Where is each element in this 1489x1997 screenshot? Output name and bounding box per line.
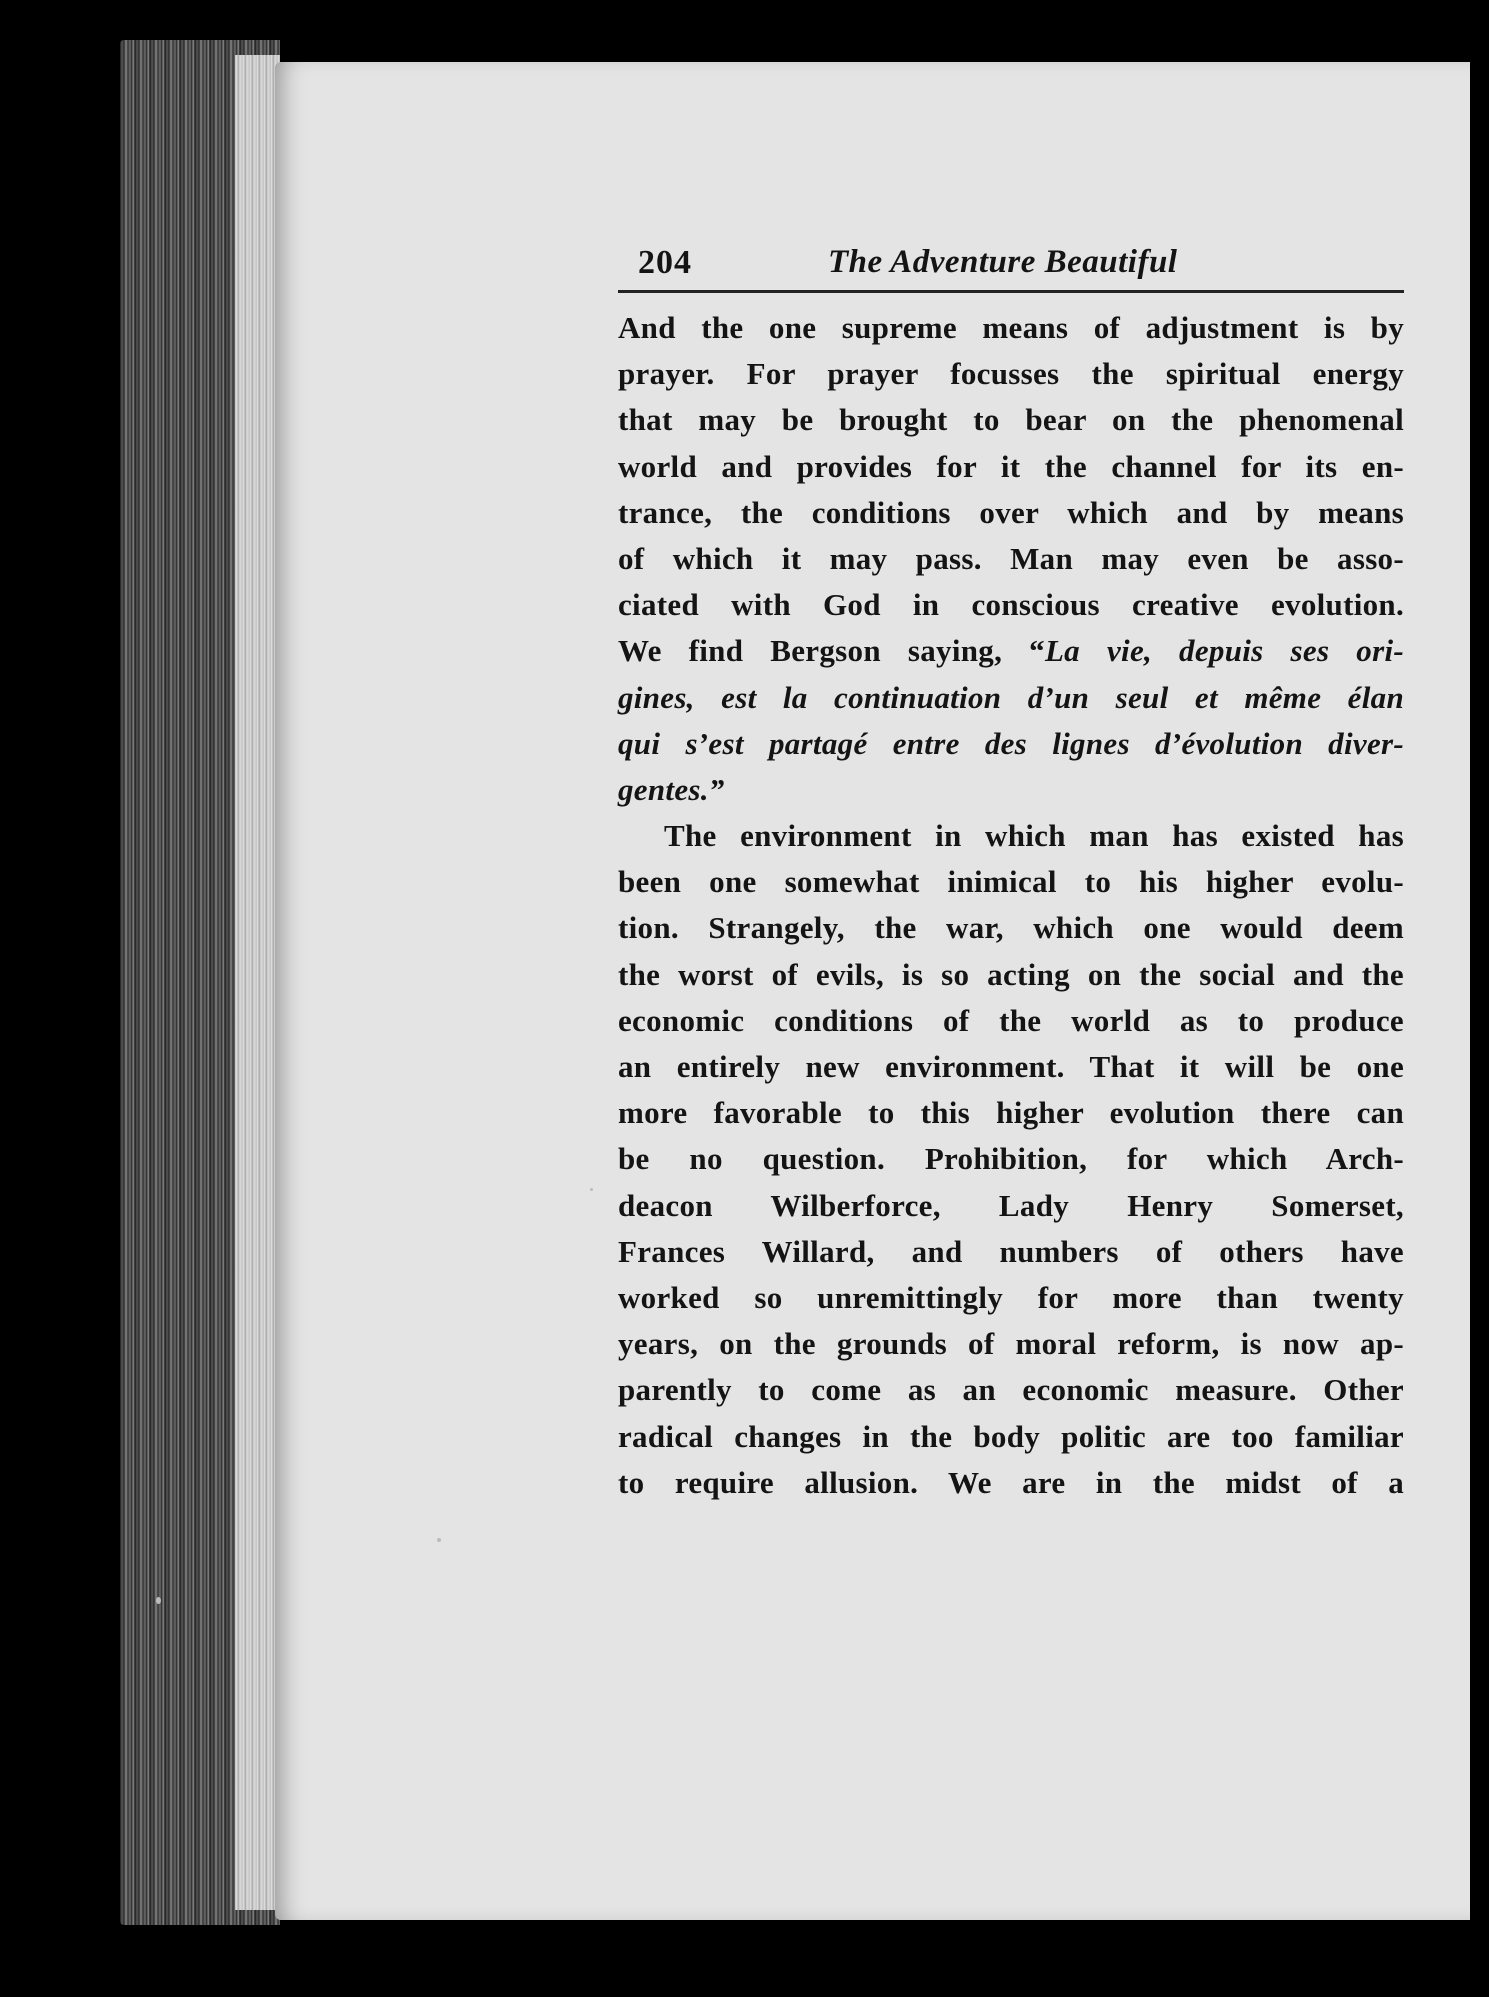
text-line: And the one supreme means of adjustment is by [618, 310, 1404, 345]
text-line: trance, the conditions over which and by means [618, 494, 1404, 530]
text-line: the worst of evils, is so acting on the social and the [618, 956, 1404, 992]
text-line: The environment in which man has existed has [664, 818, 1404, 854]
book-title: The Adventure Beautiful [828, 244, 1178, 280]
text-line: ciated with God in conscious creative evolution. [618, 587, 1404, 623]
scan-speck [437, 1538, 441, 1542]
paragraph-1 [618, 305, 1404, 813]
page-stack-edge [235, 55, 280, 1910]
bergson-intro: We find Bergson saying, “ [618, 633, 1045, 669]
text-line: more favorable to this higher evolution there can [618, 1095, 1404, 1131]
text-line: radical changes in the body politic are too familiar [618, 1418, 1404, 1454]
running-head [618, 244, 1404, 293]
text-line: economic conditions of the world as to produce [618, 1002, 1404, 1038]
text-line: parently to come as an economic measure. Other [618, 1372, 1404, 1408]
page-number: 204 [638, 244, 692, 281]
quote-line-end: gentes.” [618, 771, 725, 807]
quote-line: gines, est la continuation d’un seul et même élan [618, 679, 1404, 715]
text-line: prayer. For prayer focusses the spiritual energy [618, 356, 1404, 392]
text-line: of which it may pass. Man may even be asso- [618, 540, 1404, 576]
text-line: be no question. Prohibition, for which Arch- [618, 1141, 1404, 1177]
text-line: Frances Willard, and numbers of others have [618, 1233, 1404, 1269]
page-text-block [618, 244, 1404, 1506]
text-line: years, on the grounds of moral reform, is now ap- [618, 1326, 1404, 1362]
scan-speck [590, 1188, 593, 1191]
quote-line: qui s’est partagé entre des lignes d’évolution diver- [618, 725, 1404, 761]
text-line: that may be brought to bear on the phenomenal [618, 402, 1404, 438]
text-line: an entirely new environment. That it will be one [618, 1049, 1404, 1084]
text-line: worked so unremittingly for more than twenty [618, 1279, 1404, 1315]
quote-italic: La vie, depuis ses ori- [1044, 633, 1405, 669]
text-line: been one somewhat inimical to his higher evolu- [618, 864, 1404, 900]
text-line: world and provides for it the channel for its en- [618, 448, 1404, 484]
text-line: to require allusion. We are in the midst of a [618, 1464, 1404, 1500]
text-line: deacon Wilberforce, Lady Henry Somerset, [618, 1187, 1404, 1223]
text-line: tion. Strangely, the war, which one would deem [618, 910, 1404, 946]
text-line-mixed [618, 628, 1404, 674]
scan-speck [156, 1597, 161, 1604]
paragraph-2 [618, 813, 1404, 1506]
